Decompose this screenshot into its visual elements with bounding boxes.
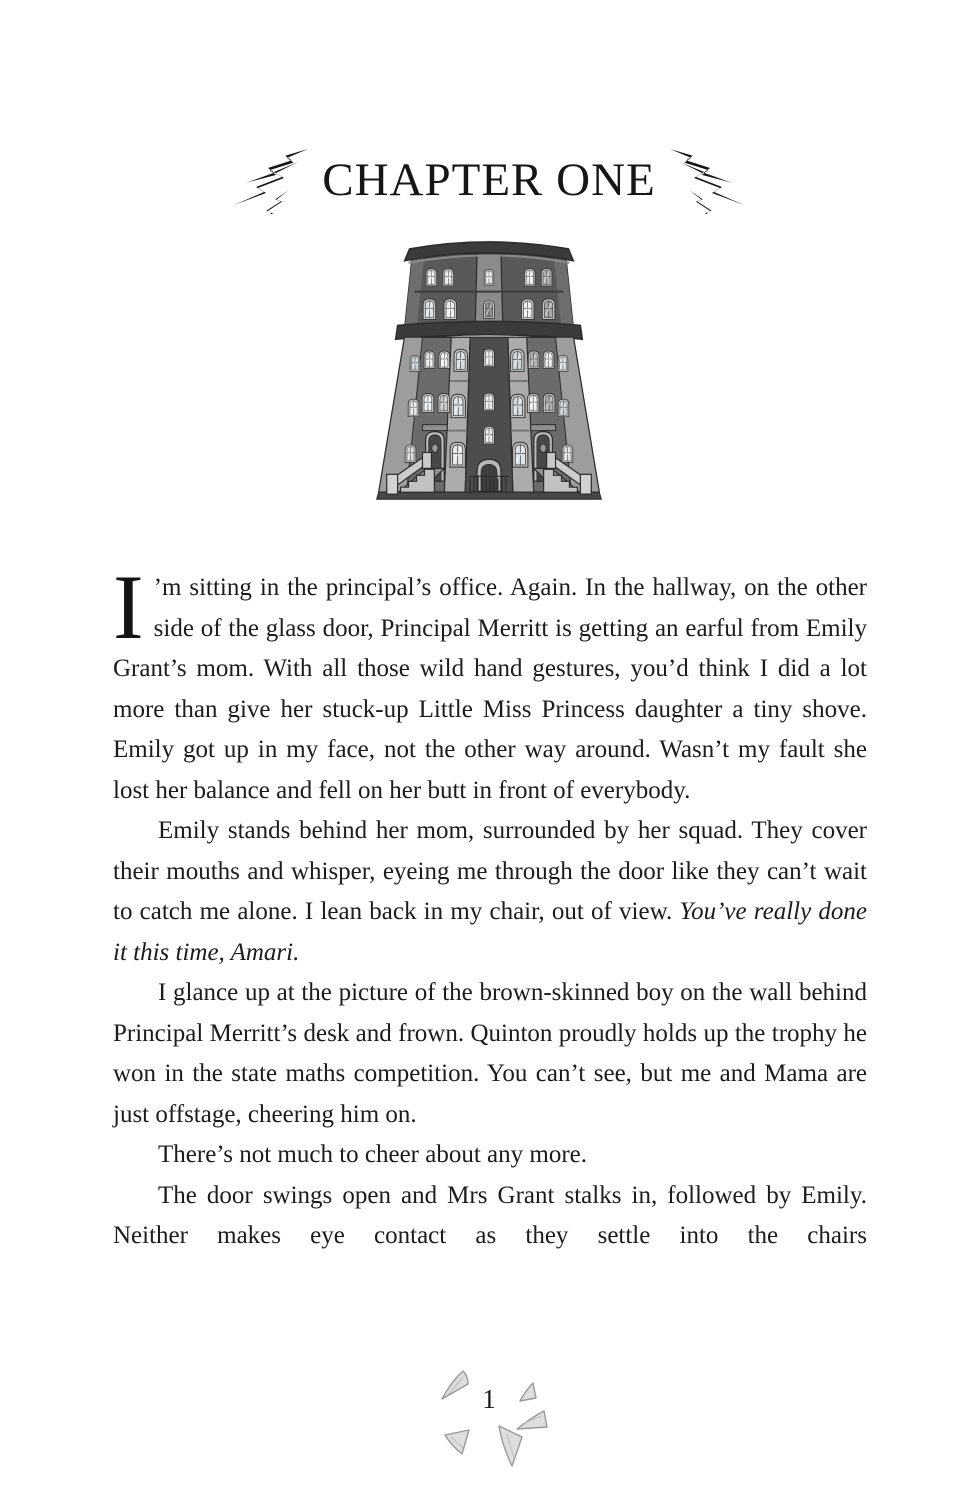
text-run: I glance up at the picture of the brown-skinned boy on the wall behind Principal Merritt’s desk and frown. Quinton proudly holds up the trophy he won in the state maths competition. You can’t see, but me and Mama are just offstage, cheering him on. bbox=[113, 979, 867, 1128]
paragraph bbox=[113, 1135, 867, 1176]
text-run: ’m sitting in the principal’s office. Again. In the hallway, on the other side of the glass door, Principal Merritt is getting an earful from Emily Grant’s mom. With all those wild hand gestures, you’d think I did a lot more than give her stuck-up Little Miss Princess daughter a tiny shove. Emily got up in my face, not the other way around. Wasn’t my fault she lost her balance and fell on her butt in front of everybody. bbox=[113, 574, 867, 804]
text-run: There’s not much to cheer about any more. bbox=[158, 1141, 588, 1168]
page-number: 1 bbox=[482, 1384, 496, 1414]
text-run: The door swings open and Mrs Grant stalks in, followed by Emily. Neither makes eye contact as they settle into the chairs bbox=[113, 1181, 867, 1249]
page-footer bbox=[429, 1360, 549, 1472]
text-run: Emily stands behind her mom, surrounded by her squad. They cover their mouths and whisper, eyeing me through the door like they can’t wait to catch me alone. I lean back in my chair, out of view. bbox=[113, 817, 867, 925]
glass-shards-icon bbox=[429, 1360, 549, 1472]
drop-cap: I bbox=[113, 556, 144, 658]
paragraph bbox=[113, 556, 867, 811]
chapter-illustration bbox=[0, 230, 978, 518]
lightning-ornament-left bbox=[234, 146, 308, 214]
chapter-title: CHAPTER ONE bbox=[322, 154, 656, 206]
paragraph bbox=[113, 811, 867, 973]
paragraph bbox=[113, 973, 867, 1135]
chapter-header bbox=[0, 146, 978, 214]
text-run: You’ve really done it this time, Amari. bbox=[113, 898, 867, 966]
brownstone-building-icon bbox=[363, 230, 615, 518]
lightning-ornament-right bbox=[670, 146, 744, 214]
body-text bbox=[113, 556, 867, 1257]
paragraph bbox=[113, 1176, 867, 1257]
